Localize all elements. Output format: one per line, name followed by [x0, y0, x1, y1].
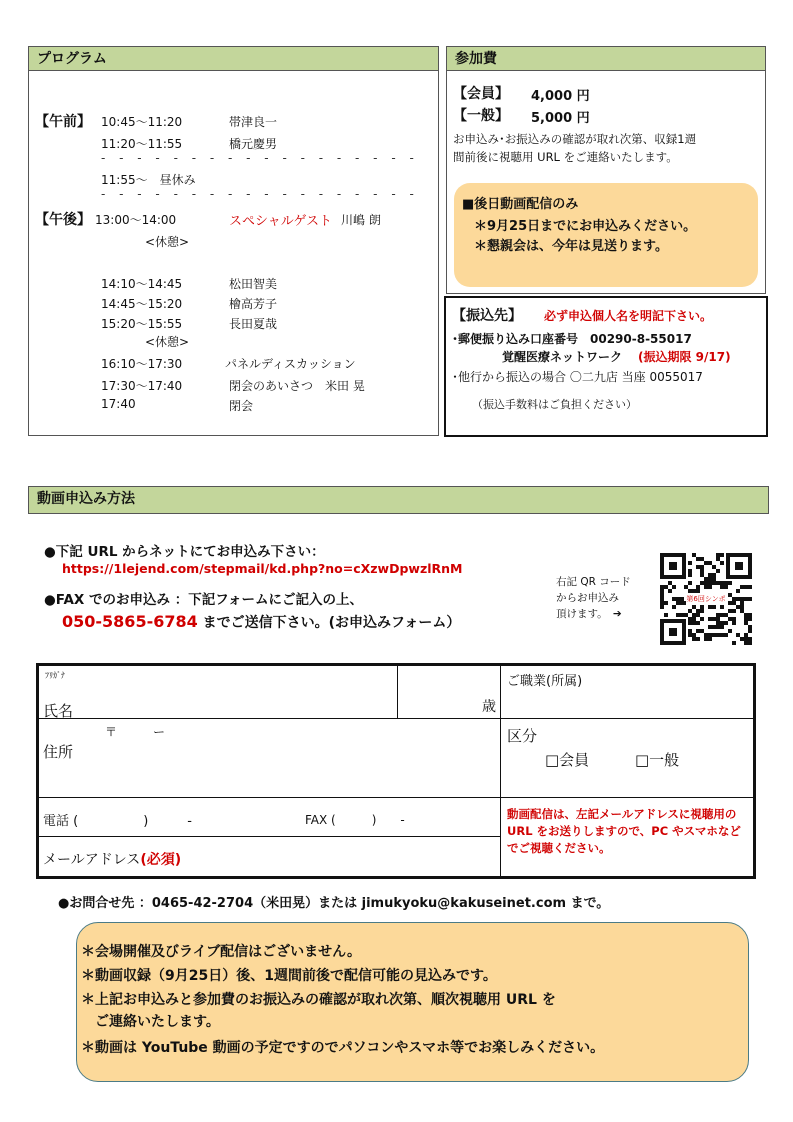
transfer-box: [444, 296, 768, 437]
email-required: (必須): [140, 852, 182, 868]
afternoon-time-2: 14:10～14:45: [101, 277, 183, 291]
special-guest-name: 川嶋 朗: [341, 213, 381, 227]
fax-apply-line: ●FAX でのお申込み ：下記フォームにご記入の上、: [44, 592, 364, 608]
afternoon-speaker-2: 松田智美: [229, 277, 278, 291]
qr-note-1: 右記 QR コード: [556, 576, 631, 588]
transfer-deadline: (振込期限 9/17): [638, 350, 731, 364]
lunch-break: 11:55～ 昼休み: [101, 173, 196, 187]
email-label: メールアドレス: [43, 852, 141, 868]
general-fee-label: 【一般】: [453, 108, 509, 124]
break-label-2: <休憩>: [145, 335, 190, 349]
occupation-cell[interactable]: [500, 665, 754, 719]
email-cell[interactable]: [38, 836, 501, 877]
notice-box: [76, 922, 749, 1082]
divider-2: - - - - - - - - - - - - - - - - - -: [101, 187, 419, 201]
morning-time-1: 10:45～11:20: [101, 115, 183, 129]
postal-account: ･郵便振り込み口座番号 00290-8-55017: [452, 332, 692, 346]
afternoon-time-1: 13:00～14:00: [95, 213, 177, 227]
program-header: プログラム: [29, 47, 438, 71]
afternoon-time-3: 14:45～15:20: [101, 297, 183, 311]
closing-greeting: 閉会のあいさつ 米田 晃: [229, 379, 365, 393]
close-time: 17:40: [101, 397, 136, 411]
fax-number: 050-5865-6784: [62, 612, 198, 631]
occupation-label: ご職業(所属): [507, 674, 583, 689]
afternoon-time-4: 15:20～15:55: [101, 317, 183, 331]
notice-line-4: ご連絡いたします。: [81, 1014, 220, 1030]
qr-note-3: 頂けます。 ➔: [556, 608, 622, 620]
panel-discussion: パネルディスカッション: [225, 357, 356, 371]
other-bank-transfer: ･他行から振込の場合 〇二九店 当座 0055017: [452, 370, 703, 384]
phone-fax-cell[interactable]: [38, 797, 501, 837]
morning-time-2: 11:20～11:55: [101, 137, 183, 151]
transfer-title: 【振込先】: [452, 308, 522, 324]
name-label: 氏名: [43, 702, 74, 720]
apply-url[interactable]: https://1lejend.com/stepmail/kd.php?no=cXzwDpwzlRnM: [62, 561, 463, 576]
transfer-fee-note: （振込手数料はご負担ください）: [472, 398, 637, 411]
fax-line-2: [62, 612, 460, 632]
name-cell[interactable]: [38, 665, 398, 719]
general-checkbox[interactable]: □一般: [635, 751, 680, 769]
age-cell[interactable]: [397, 665, 501, 719]
qr-caption: 第6回シンポ: [686, 595, 726, 603]
address-cell[interactable]: [38, 718, 501, 798]
morning-speaker-2: 橋元慶男: [229, 137, 278, 151]
morning-speaker-1: 帯津良一: [229, 115, 278, 129]
fee-note-line-2: 間前後に視聴用 URL をご連絡いたします。: [453, 150, 678, 164]
member-checkbox[interactable]: □会員: [545, 751, 590, 769]
transfer-title-note: 必ず申込個人名を明記下さい。: [544, 309, 713, 323]
phone-label: 電話 ( ) -: [43, 814, 192, 829]
later-delivery-item-1: ＊9月25日までにお申込みください。: [474, 219, 697, 234]
category-cell: [500, 718, 754, 798]
afternoon-label: 【午後】: [35, 212, 91, 228]
email-label-wrap: [43, 849, 181, 869]
furigana-label: ﾌﾘｶﾞﾅ: [45, 671, 65, 680]
member-fee-price: 4,000 円: [531, 89, 590, 104]
notice-line-3: ＊上記お申込みと参加費のお振込みの確認が取れ次第、順次視聴用 URL を: [81, 992, 556, 1008]
qr-note-2: からお申込み: [556, 592, 619, 604]
method-header: 動画申込み方法: [28, 486, 769, 514]
notice-line-5: ＊動画は YouTube 動画の予定ですのでパソコンやスマホ等でお楽しみください。: [81, 1040, 605, 1056]
delivery-note-cell: [500, 797, 754, 877]
category-label: 区分: [507, 727, 538, 745]
application-form: [36, 663, 756, 879]
later-delivery-title: ■後日動画配信のみ: [462, 197, 579, 212]
address-label: 住所: [43, 743, 74, 761]
morning-label: 【午前】: [35, 114, 91, 130]
general-fee-price: 5,000 円: [531, 111, 590, 126]
program-box: [28, 46, 439, 436]
contact-line: ●お問合せ先 ：0465-42-2704（米田晃）または jimukyoku@kakuseinet.com まで。: [58, 896, 610, 911]
afternoon-speaker-3: 檜高芳子: [229, 297, 278, 311]
panel-time: 16:10～17:30: [101, 357, 183, 371]
fax-suffix: までご送信下さい。(お申込みフォーム）: [197, 615, 461, 631]
notice-line-2: ＊動画収録（9月25日）後、1週間前後で配信可能の見込みです。: [81, 968, 497, 984]
qr-code[interactable]: [660, 553, 752, 645]
later-delivery-item-2: ＊懇親会は、今年は見送ります。: [474, 239, 668, 254]
afternoon-speaker-4: 長田夏哉: [229, 317, 278, 331]
later-delivery-callout: [454, 183, 758, 287]
fax-label: FAX ( ) -: [305, 813, 405, 827]
special-guest-label: スペシャルゲスト: [229, 214, 332, 229]
net-apply-line: ●下記 URL からネットにてお申込み下さい：: [44, 544, 325, 560]
fee-note-line-1: お申込み･お振込みの確認が取れ次第、収録1週: [453, 132, 697, 146]
notice-line-1: ＊会場開催及びライブ配信はございません。: [81, 944, 361, 960]
divider-1: - - - - - - - - - - - - - - - - - -: [101, 151, 419, 165]
closing-greeting-time: 17:30～17:40: [101, 379, 183, 393]
close-label: 閉会: [229, 399, 254, 413]
postal-code-mark: 〒 ー: [105, 725, 166, 739]
break-label-1: <休憩>: [145, 235, 190, 249]
account-name: 覚醒医療ネットワーク: [502, 350, 623, 364]
member-fee-label: 【会員】: [453, 86, 509, 102]
age-label: 歳: [482, 699, 496, 715]
fee-header: 参加費: [447, 47, 765, 71]
delivery-note: 動画配信は、左記メールアドレスに視聴用の URL をお送りしますので、PC やスマホなどでご視聴ください。: [507, 807, 741, 855]
